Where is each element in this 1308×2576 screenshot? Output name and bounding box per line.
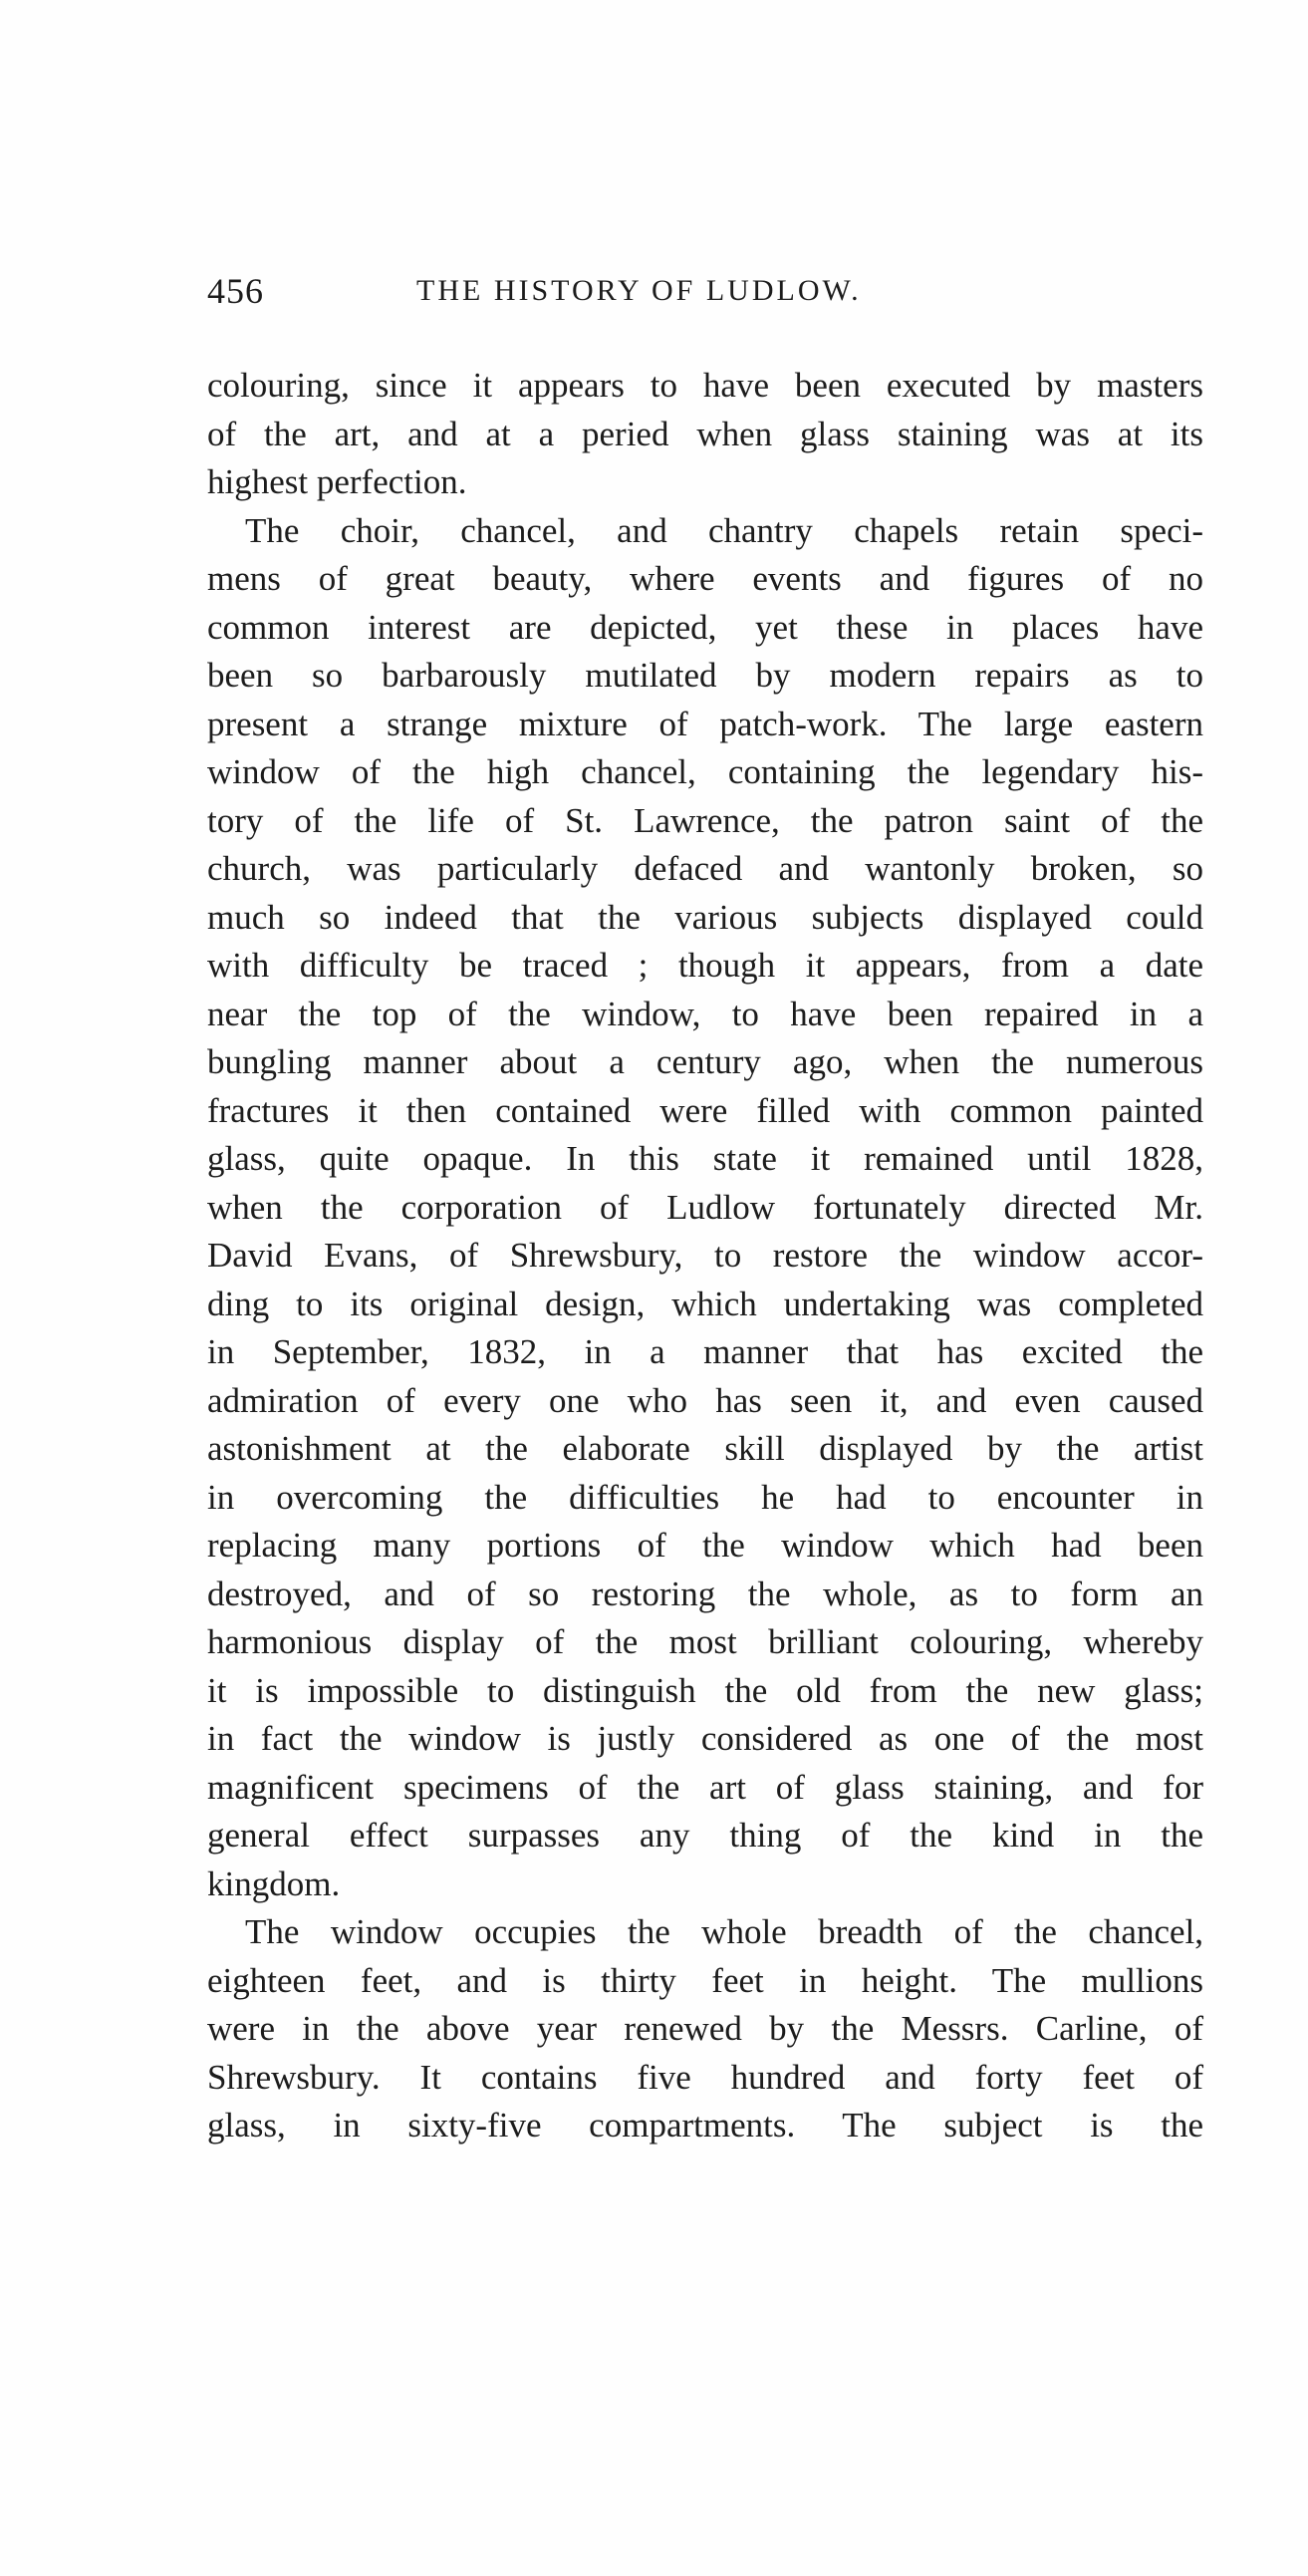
- text-line: fractures it then contained were filled with common painted: [207, 1090, 1203, 1130]
- text-line: replacing many portions of the window which had been: [207, 1526, 1203, 1565]
- text-line: highest perfection.: [207, 462, 467, 501]
- text-line: bungling manner about a century ago, when the numerous: [207, 1042, 1203, 1081]
- text-line: destroyed, and of so restoring the whole, as to form an: [207, 1574, 1203, 1613]
- text-line: general effect surpasses any thing of the kind in the: [207, 1816, 1203, 1855]
- text-line: in September, 1832, in a manner that has excited the: [207, 1332, 1203, 1371]
- text-line: Shrewsbury. It contains five hundred and forty feet of: [207, 2057, 1203, 2097]
- text-line: near the top of the window, to have been repaired in a: [207, 994, 1203, 1033]
- text-line: kingdom.: [207, 1863, 341, 1903]
- page-number: 456: [207, 271, 264, 311]
- text-line: it is impossible to distinguish the old from the new glass;: [207, 1670, 1203, 1710]
- text-line: David Evans, of Shrewsbury, to restore the window accor-: [207, 1236, 1203, 1275]
- text-line: glass, quite opaque. In this state it remained until 1828,: [207, 1139, 1203, 1178]
- text-line: astonishment at the elaborate skill displayed by the artist: [207, 1429, 1203, 1468]
- text-line: present a strange mixture of patch-work. The large eastern: [207, 704, 1203, 743]
- text-line: tory of the life of St. Lawrence, the patron saint of the: [207, 800, 1203, 840]
- body-text: [207, 362, 1203, 2150]
- text-line: been so barbarously mutilated by modern repairs as to: [207, 656, 1203, 695]
- running-title: THE HISTORY OF LUDLOW.: [416, 274, 862, 307]
- text-line: when the corporation of Ludlow fortunately directed Mr.: [207, 1187, 1203, 1227]
- text-line: in fact the window is justly considered as one of the most: [207, 1719, 1203, 1758]
- text-line: colouring, since it appears to have been executed by masters: [207, 366, 1203, 405]
- text-line: magnificent specimens of the art of glass staining, and for: [207, 1767, 1203, 1807]
- text-line: of the art, and at a peried when glass staining was at its: [207, 414, 1203, 453]
- text-line: eighteen feet, and is thirty feet in height. The mullions: [207, 1960, 1203, 2000]
- text-line: church, was particularly defaced and wantonly broken, so: [207, 849, 1203, 888]
- text-line: harmonious display of the most brilliant colouring, whereby: [207, 1622, 1203, 1661]
- text-line: much so indeed that the various subjects displayed could: [207, 897, 1203, 937]
- text-line: mens of great beauty, where events and figures of no: [207, 559, 1203, 598]
- text-line: admiration of every one who has seen it, and even caused: [207, 1380, 1203, 1420]
- text-line: were in the above year renewed by the Messrs. Carline, of: [207, 2009, 1203, 2048]
- running-head: [207, 269, 1203, 313]
- text-line: window of the high chancel, containing the legendary his-: [207, 752, 1203, 791]
- text-line: with difficulty be traced ; though it appears, from a date: [207, 946, 1203, 985]
- text-line: The window occupies the whole breadth of the chancel,: [245, 1912, 1203, 1951]
- text-line: common interest are depicted, yet these in places have: [207, 607, 1203, 647]
- text-line: ding to its original design, which undertaking was completed: [207, 1284, 1203, 1323]
- text-line: The choir, chancel, and chantry chapels retain speci-: [245, 510, 1203, 550]
- text-line: in overcoming the difficulties he had to encounter in: [207, 1477, 1203, 1517]
- text-line: glass, in sixty-five compartments. The subject is the: [207, 2106, 1203, 2145]
